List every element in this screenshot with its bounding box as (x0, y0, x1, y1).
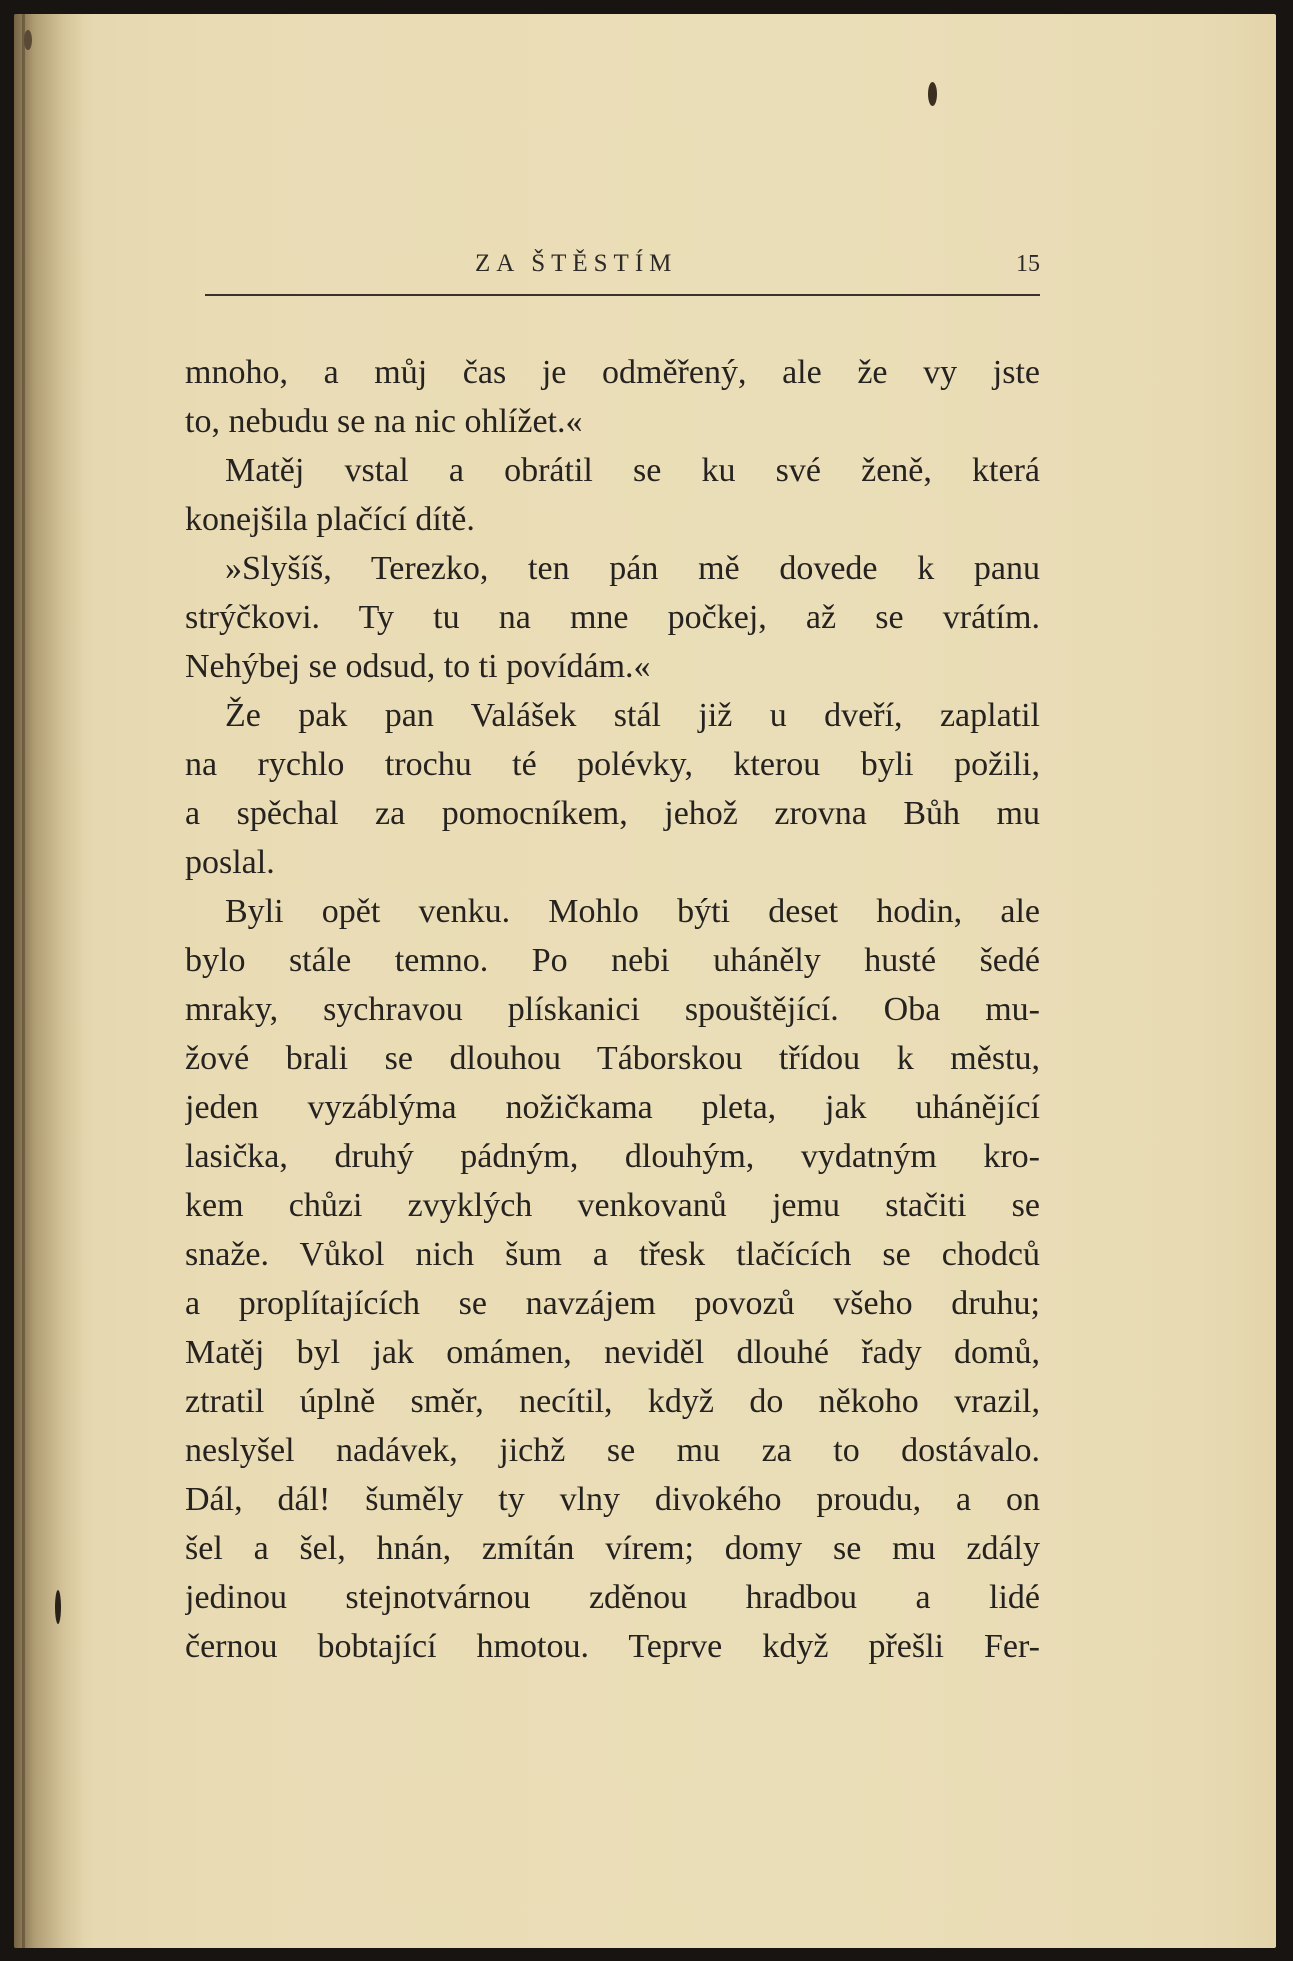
text-line: Byli opět venku. Mohlo býti deset hodin, ale (225, 893, 1040, 930)
text-line: »Slyšíš, Terezko, ten pán mě dovede k panu (225, 550, 1040, 587)
running-head (205, 250, 1040, 290)
text-line: Že pak pan Valášek stál již u dveří, zaplatil (225, 697, 1040, 734)
text-line: kem chůzi zvyklých venkovanů jemu stačiti se (185, 1187, 1040, 1224)
body-text (185, 348, 1040, 1671)
ink-speck (24, 30, 32, 50)
text-line: Nehýbej se odsud, to ti povídám.« (185, 648, 651, 685)
text-line: to, nebudu se na nic ohlížet.« (185, 403, 583, 440)
text-line: Matěj vstal a obrátil se ku své ženě, která (225, 452, 1040, 489)
text-line: ztratil úplně směr, necítil, když do někoho vrazil, (185, 1383, 1040, 1420)
text-line: mraky, sychravou plískanici spouštějící. Oba mu- (185, 991, 1040, 1028)
text-line: žové brali se dlouhou Táborskou třídou k městu, (185, 1040, 1040, 1077)
text-line: konejšila plačící dítě. (185, 501, 475, 538)
text-line: a proplítajících se navzájem povozů všeho druhu; (185, 1285, 1040, 1322)
ink-speck (928, 82, 937, 106)
text-line: na rychlo trochu té polévky, kterou byli požili, (185, 746, 1040, 783)
text-line: lasička, druhý pádným, dlouhým, vydatným kro- (185, 1138, 1040, 1175)
ink-speck (55, 1590, 61, 1624)
text-line: jedinou stejnotvárnou zděnou hradbou a lidé (185, 1579, 1040, 1616)
header-rule (205, 294, 1040, 296)
text-line: mnoho, a můj čas je odměřený, ale že vy jste (185, 354, 1040, 391)
gutter-crease (22, 14, 25, 1948)
text-line: Dál, dál! šuměly ty vlny divokého proudu, a on (185, 1481, 1040, 1518)
running-title: ZA ŠTĚSTÍM (475, 250, 678, 277)
text-line: poslal. (185, 844, 275, 881)
text-line: černou bobtající hmotou. Teprve když přešli Fer- (185, 1628, 1040, 1665)
text-line: šel a šel, hnán, zmítán vírem; domy se mu zdály (185, 1530, 1040, 1567)
text-line: snaže. Vůkol nich šum a třesk tlačících se chodců (185, 1236, 1040, 1273)
text-line: strýčkovi. Ty tu na mne počkej, až se vrátím. (185, 599, 1040, 636)
page-number: 15 (1016, 251, 1040, 277)
text-line: a spěchal za pomocníkem, jehož zrovna Bůh mu (185, 795, 1040, 832)
text-line: jeden vyzáblýma nožičkama pleta, jak uhánějící (185, 1089, 1040, 1126)
text-line: neslyšel nadávek, jichž se mu za to dostávalo. (185, 1432, 1040, 1469)
text-line: Matěj byl jak omámen, neviděl dlouhé řady domů, (185, 1334, 1040, 1371)
text-line: bylo stále temno. Po nebi uháněly husté šedé (185, 942, 1040, 979)
